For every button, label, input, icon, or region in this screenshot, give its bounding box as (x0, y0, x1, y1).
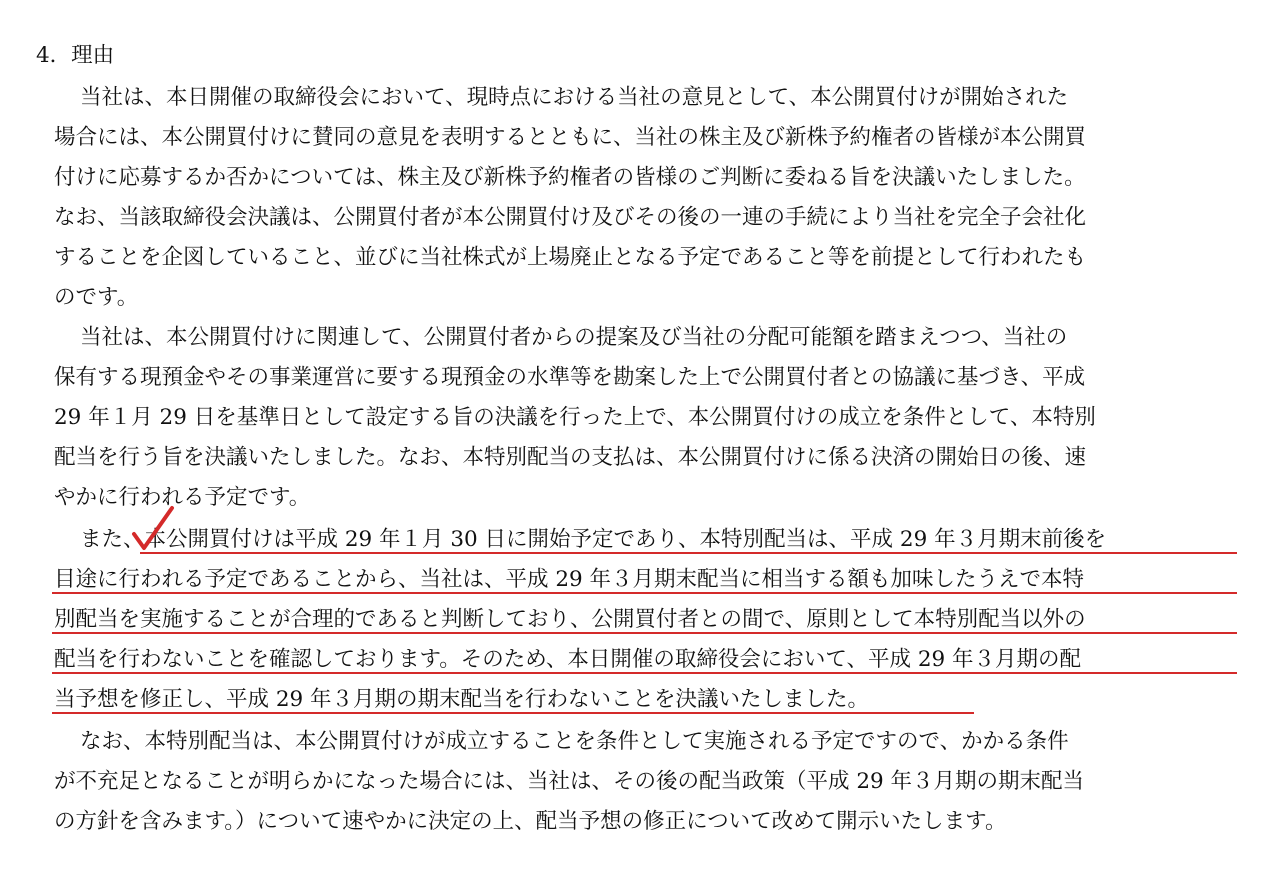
checkmark-icon (128, 504, 178, 554)
paragraph-1-line-2: 場合には、本公開買付けに賛同の意見を表明するとともに、当社の株主及び新株予約権者の皆様が本公開買 (54, 125, 1087, 150)
paragraph-1-line-1: 当社は、本日開催の取締役会において、現時点における当社の意見として、本公開買付けが開始された (80, 85, 1069, 110)
annotation-underline (52, 712, 974, 714)
paragraph-2-line-3: 29 年１月 29 日を基準日として設定する旨の決議を行った上で、本公開買付けの成立を条件として、本特別 (54, 405, 1096, 430)
paragraph-4-line-2: が不充足となることが明らかになった場合には、当社は、その後の配当政策（平成 29 年３月期の期末配当 (54, 769, 1085, 794)
annotation-underline (140, 552, 1237, 554)
paragraph-1-line-3: 付けに応募するか否かについては、株主及び新株予約権者の皆様のご判断に委ねる旨を決議いたしました。 (54, 165, 1086, 190)
paragraph-2-line-4: 配当を行う旨を決議いたしました。なお、本特別配当の支払は、本公開買付けに係る決済の開始日の後、速 (54, 445, 1087, 470)
paragraph-2-line-2: 保有する現預金やその事業運営に要する現預金の水準等を勘案した上で公開買付者との協議に基づき、平成 (54, 365, 1086, 390)
paragraph-3-line-1: また、本公開買付けは平成 29 年１月 30 日に開始予定であり、本特別配当は、平成 29 年３月期末前後を (80, 527, 1107, 552)
paragraph-2-line-5: やかに行われる予定です。 (54, 485, 311, 510)
paragraph-1-line-5: することを企図していること、並びに当社株式が上場廃止となる予定であること等を前提として行われたも (54, 245, 1087, 270)
paragraph-3-line-4: 配当を行わないことを確認しております。そのため、本日開催の取締役会において、平成 29 年３月期の配 (54, 647, 1082, 672)
paragraph-3-line-5: 当予想を修正し、平成 29 年３月期の期末配当を行わないことを決議いたしました。 (54, 687, 870, 712)
paragraph-3-line-2: 目途に行われる予定であることから、当社は、平成 29 年３月期末配当に相当する額も加味したうえで本特 (54, 567, 1085, 592)
paragraph-1-line-4: なお、当該取締役会決議は、公開買付者が本公開買付け及びその後の一連の手続により当社を完全子会社化 (54, 205, 1087, 230)
annotation-underline (52, 632, 1237, 634)
paragraph-4-line-3: の方針を含みます。）について速やかに決定の上、配当予想の修正について改めて開示いたします。 (54, 809, 1007, 834)
annotation-underline (52, 672, 1237, 674)
section-heading: 4．理由 (36, 43, 115, 68)
annotation-underline (52, 592, 1237, 594)
paragraph-4-line-1: なお、本特別配当は、本公開買付けが成立することを条件として実施される予定ですので、かかる条件 (80, 729, 1069, 754)
paragraph-1-line-6: のです。 (54, 285, 139, 310)
paragraph-2-line-1: 当社は、本公開買付けに関連して、公開買付者からの提案及び当社の分配可能額を踏まえつつ、当社の (80, 325, 1068, 350)
paragraph-3-line-3: 別配当を実施することが合理的であると判断しており、公開買付者との間で、原則として本特別配当以外の (54, 607, 1086, 632)
